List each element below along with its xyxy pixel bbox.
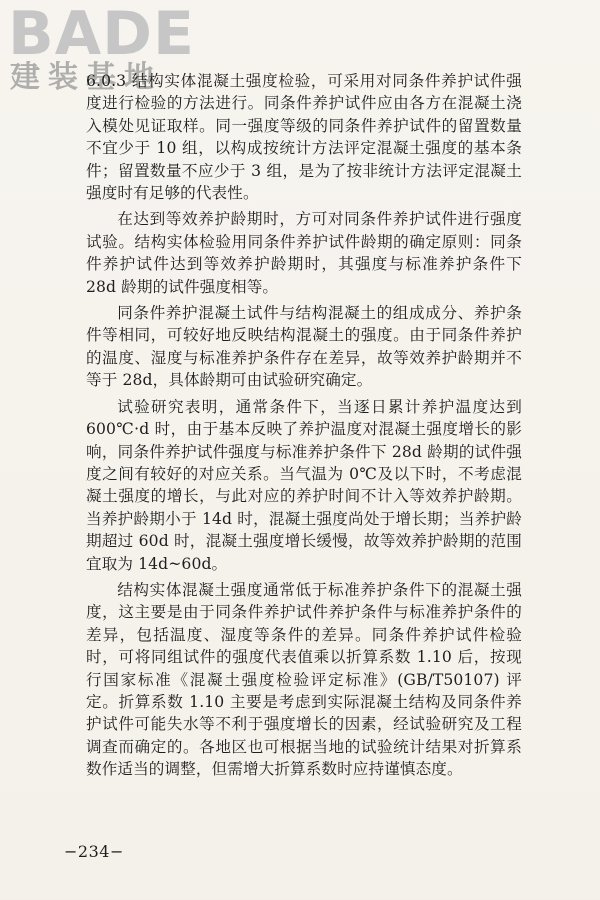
- paragraph-5: 结构实体混凝土强度通常低于标准养护条件下的混凝土强度，这主要是由于同条件养护试件养护条件与标准养护条件的差异，包括温度、湿度等条件的差异。同条件养护试件检验时，可将同组试件的强度代表值乘以折算系数 1.10 后，按现行国家标准《混凝土强度检验评定标准》(GB/T50107) 评定。折算系数 1.10 主要是考虑到实际混凝土结构及同条件养护试件可能失水等不利于强度增长的因素，经试验研究及工程调查而确定的。各地区也可根据当地的试验统计结果对折算系数作适当的调整，但需增大折算系数时应持谨慎态度。: [86, 580, 522, 779]
- paragraph-3: 同条件养护混凝土试件与结构混凝土的组成成分、养护条件等相同，可较好地反映结构混凝土的强度。由于同条件养护的温度、湿度与标准养护条件存在差异，故等效养护龄期并不等于 28d，具体龄期可由试验研究确定。: [86, 304, 522, 390]
- paragraph-1: 6.0.3 结构实体混凝土强度检验，可采用对同条件养护试件强度进行检验的方法进行。同条件养护试件应由各方在混凝土浇入模处见证取样。同一强度等级的同条件养护试件的留置数量不宜少于 10 组，以构成按统计方法评定混凝土强度的基本条件；留置数量不应少于 3 组，是为了按非统计方法评定混凝土强度时有足够的代表性。: [86, 72, 522, 203]
- logo-subtitle-text: 建装基地: [10, 60, 162, 95]
- page-number: −234−: [64, 842, 124, 861]
- body-text: [86, 70, 522, 785]
- logo-brand-text: BADE: [8, 0, 195, 69]
- paragraph-2: 在达到等效养护龄期时，方可对同条件养护试件进行强度试验。结构实体检验用同条件养护试件龄期的确定原则：同条件养护试件达到等效养护龄期时，其强度与标准养护条件下 28d 龄期的试件强度相等。: [86, 210, 522, 296]
- paragraph-4: 试验研究表明，通常条件下，当逐日累计养护温度达到 600℃·d 时，由于基本反映了养护温度对混凝土强度增长的影响，同条件养护试件强度与标准养护条件下 28d 龄期的试件强度之间有较好的对应关系。当气温为 0℃及以下时，不考虑混凝土强度的增长，与此对应的养护时间不计入等效养护龄期。当养护龄期小于 14d 时，混凝土强度尚处于增长期；当养护龄期超过 60d 时，混凝土强度增长缓慢，故等效养护龄期的范围宜取为 14d~60d。: [86, 397, 522, 573]
